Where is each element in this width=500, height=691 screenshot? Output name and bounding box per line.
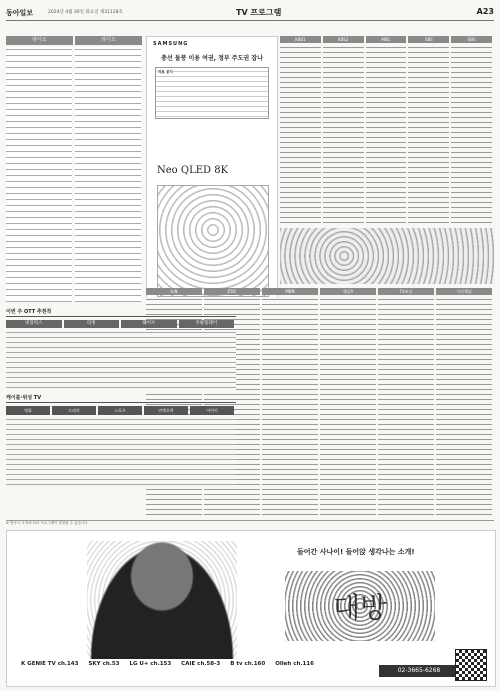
bottom-ad	[6, 530, 496, 687]
paper-name: 동아일보	[6, 9, 34, 17]
notice-box: 자료 공지	[155, 67, 269, 119]
tv-schedule-top	[280, 36, 494, 226]
channel-header: MBC	[366, 36, 407, 43]
program-list	[408, 45, 449, 225]
radio-header-2: 라디오	[75, 36, 142, 45]
channel-header: SBS	[408, 36, 449, 43]
radio-schedule	[6, 36, 144, 306]
channel-header: TV조선	[378, 288, 434, 295]
channel-item: Olleh ch.116	[275, 661, 314, 667]
contact-number: 02-3665-6268	[379, 665, 459, 677]
ott-tab: 넷플릭스	[6, 320, 62, 328]
channel-header: 채널A	[320, 288, 376, 295]
tv-column	[323, 36, 364, 226]
tv-column	[451, 36, 492, 226]
tv-column	[366, 36, 407, 226]
cable-tab: 드라마	[52, 406, 96, 415]
channel-item: CAIE ch.58-3	[181, 661, 221, 667]
tv-column	[378, 288, 434, 518]
ott-tab: 웨이브	[121, 320, 177, 328]
tv-column	[320, 288, 376, 518]
radio-column	[6, 47, 72, 302]
channel-header: KBS1	[280, 36, 321, 43]
program-list	[436, 297, 492, 517]
tv-column	[262, 288, 318, 518]
tv-column	[408, 36, 449, 226]
cable-tab: 스포츠	[98, 406, 142, 415]
ott-title: 이번 주 OTT 추천작	[6, 308, 236, 317]
tv-column	[436, 288, 492, 518]
section-title: TV 프로그램	[236, 8, 282, 17]
program-list	[378, 297, 434, 517]
cable-tab: 영화	[6, 406, 50, 415]
product-name: Neo QLED 8K	[157, 165, 229, 176]
channel-header: JTBC	[204, 288, 260, 295]
brand-logo: SAMSUNG	[153, 41, 189, 47]
cable-tab: 연예오락	[144, 406, 188, 415]
channel-header: tvN	[146, 288, 202, 295]
page-number: A23	[476, 7, 494, 16]
ad-illustration	[157, 185, 269, 297]
ott-section	[6, 308, 236, 488]
ott-tab: 티빙	[64, 320, 120, 328]
ad-person-photo	[87, 541, 237, 659]
program-list	[320, 297, 376, 517]
channel-item: SKY ch.53	[88, 661, 120, 667]
samsung-ad	[146, 36, 278, 308]
channel-header: EBS	[451, 36, 492, 43]
ott-tab: 쿠팡플레이	[179, 320, 235, 328]
channel-item: B tv ch.160	[230, 661, 266, 667]
ad-big-text: 대방	[285, 571, 435, 641]
program-list	[323, 45, 364, 225]
qr-code-icon	[455, 649, 487, 681]
channel-item: LG U+ ch.153	[129, 661, 172, 667]
program-list	[451, 45, 492, 225]
tv-column	[280, 36, 321, 226]
ott-list	[6, 330, 236, 390]
channel-header: KBS2	[323, 36, 364, 43]
radio-column	[75, 47, 141, 302]
channel-header: MBN	[262, 288, 318, 295]
channel-item: K GENIE TV ch.143	[21, 661, 79, 667]
ad-headline: 총선 돌풍 이용 여권, 정부 주도권 잡나	[161, 55, 263, 62]
channel-header: 기타채널	[436, 288, 492, 295]
cable-title: 케이블·위성 TV	[6, 394, 236, 403]
cable-list	[6, 417, 236, 489]
schedule-footnote: ※ 방송사 사정에 따라 프로그램이 변경될 수 있습니다.	[6, 520, 494, 529]
cast-photo	[280, 228, 494, 284]
cable-tab: 어린이	[190, 406, 234, 415]
issue-meta: 2024년 4월 30일 화요일 제31128호	[48, 10, 123, 15]
program-list	[280, 45, 321, 225]
program-list	[262, 297, 318, 517]
channel-list	[21, 661, 421, 667]
program-list	[366, 45, 407, 225]
ad-slogan: 들어간 사나이! 들어앉 생각나는 소개!	[297, 548, 415, 556]
radio-header-1: 라디오	[6, 36, 73, 45]
masthead	[6, 6, 494, 21]
